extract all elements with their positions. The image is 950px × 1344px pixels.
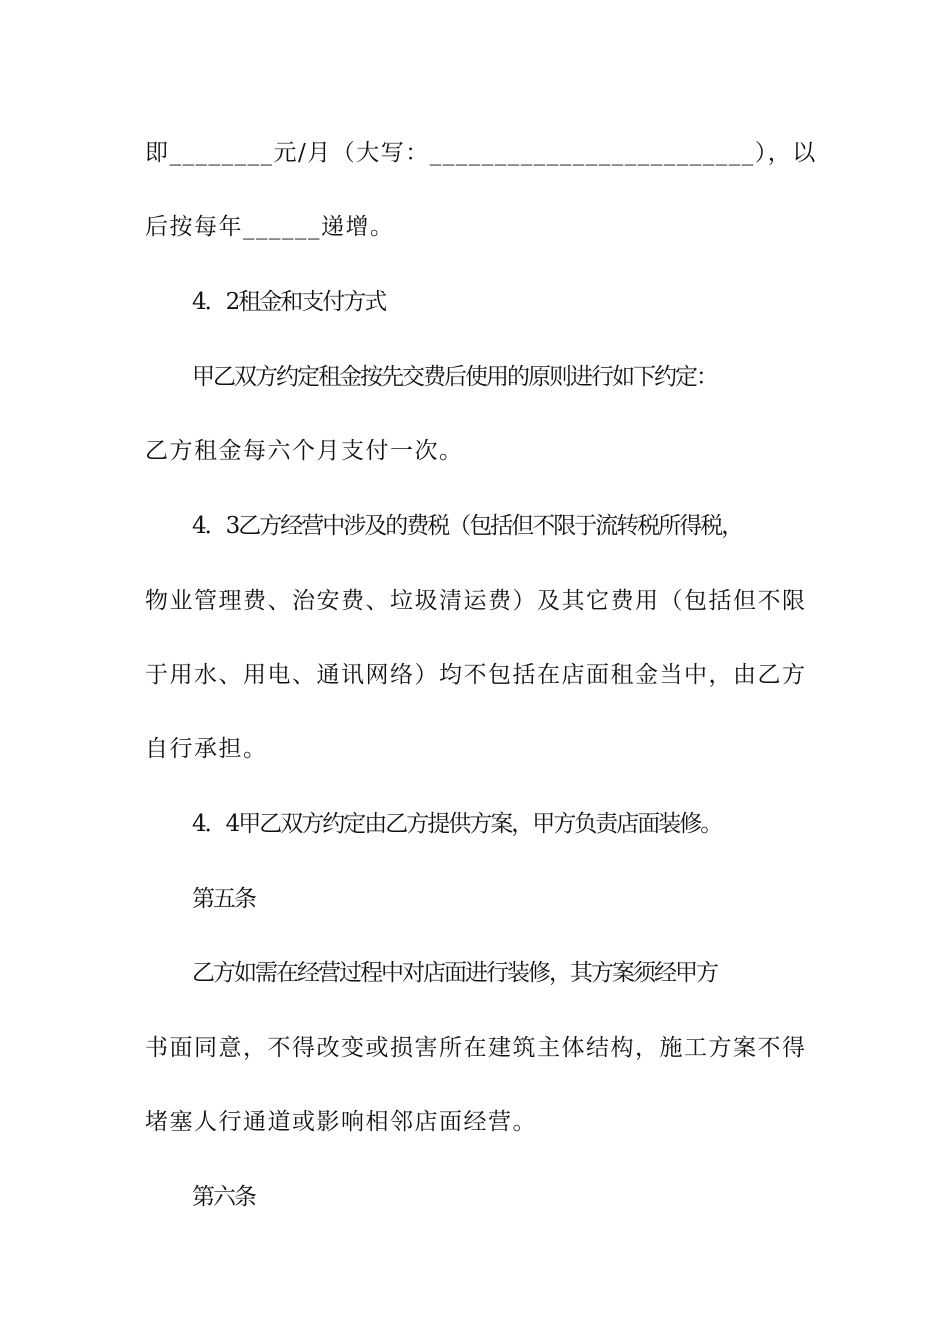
paragraph-line: 于用水、用电、通讯网络）均不包括在店面租金当中，由乙方 — [145, 662, 807, 688]
paragraph-line: 乙方如需在经营过程中对店面进行装修，其方案须经甲方 — [192, 960, 717, 986]
paragraph-line: 自行承担。 — [145, 736, 268, 762]
paragraph-line: 堵塞人行通道或影响相邻店面经营。 — [145, 1109, 537, 1135]
paragraph-line: 4．3乙方经营中涉及的费税（包括但不限于流转税所得税， — [192, 513, 743, 539]
paragraph-line: 物业管理费、治安费、垃圾清运费）及其它费用（包括但不限 — [145, 588, 807, 614]
paragraph-line: 书面同意，不得改变或损害所在建筑主体结构，施工方案不得 — [145, 1035, 807, 1061]
paragraph-line: 4．4甲乙双方约定由乙方提供方案，甲方负责店面装修。 — [192, 811, 722, 837]
paragraph-line: 乙方租金每六个月支付一次。 — [145, 438, 464, 464]
paragraph-line: 甲乙双方约定租金按先交费后使用的原则进行如下约定： — [192, 364, 717, 390]
section-heading-4-2: 4．2租金和支付方式 — [192, 289, 386, 315]
article-heading-6: 第六条 — [192, 1184, 255, 1210]
rent-amount-line: 即________元/月（大写：_________________________），以 — [145, 140, 817, 166]
rent-increase-line: 后按每年______递增。 — [145, 214, 395, 240]
article-heading-5: 第五条 — [192, 886, 255, 912]
